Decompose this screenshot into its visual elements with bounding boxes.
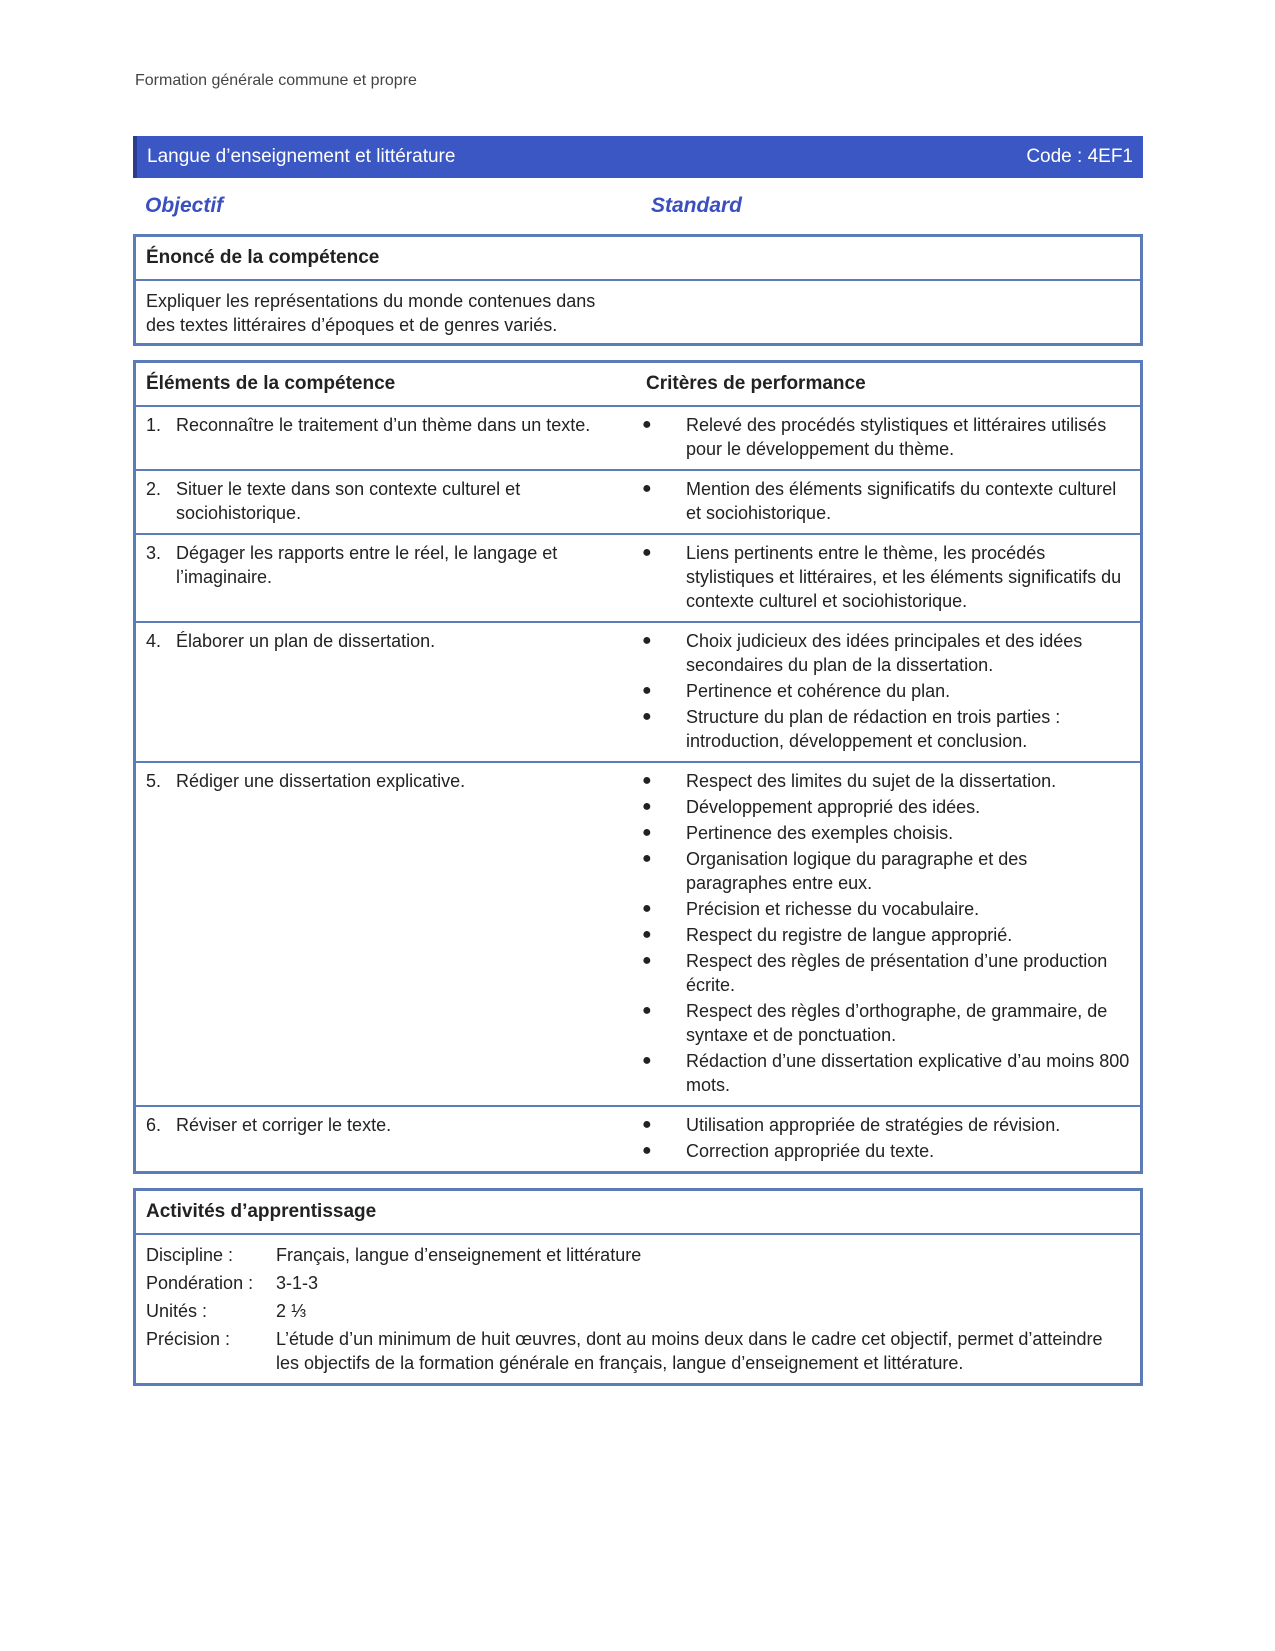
activities-box [133,1188,1143,1386]
element-cell [136,477,636,527]
element-row [136,623,1140,763]
activity-value: Français, langue d’enseignement et littérature [276,1245,642,1265]
criteria-cell [636,769,1140,1099]
criteria-text: Développement approprié des idées. [686,797,981,817]
elements-heading [136,363,1140,407]
element-row [136,1107,1140,1171]
criteria-item [636,679,1130,703]
activity-value: L’étude d’un minimum de huit œuvres, dont au moins deux dans le cadre cet objectif, permet d’atteindre les objectifs de la formation générale en français, langue d’enseignement et littérature. [276,1329,1103,1373]
bullet-icon: ● [642,1052,652,1069]
bullet-icon: ● [642,850,652,867]
bullet-icon: ● [642,798,652,815]
criteria-item [636,477,1130,525]
competence-heading [136,237,1140,281]
criteria-item [636,999,1130,1047]
activity-row [136,1325,1140,1377]
bullet-icon: ● [642,708,652,725]
activity-label: Pondération : [146,1273,254,1293]
criteria-item [636,413,1130,461]
criteria-text: Pertinence et cohérence du plan. [686,681,951,701]
element-row [136,535,1140,623]
element-number: 5. [146,771,162,791]
element-cell [136,541,636,615]
element-text: Situer le texte dans son contexte culturel et sociohistorique. [176,479,521,523]
elements-table [136,407,1140,1171]
criteria-text: Liens pertinents entre le thème, les procédés stylistiques et littéraires, et les éléments significatifs du contexte culturel et sociohistorique. [686,543,1122,611]
criteria-item [636,897,1130,921]
criteria-text: Mention des éléments significatifs du contexte culturel et sociohistorique. [686,479,1117,523]
element-cell [136,413,636,463]
criteria-cell [636,477,1140,527]
criteria-item [636,1113,1130,1137]
criteria-item [636,541,1130,613]
element-row [136,763,1140,1107]
elements-box [133,360,1143,1174]
criteria-text: Correction appropriée du texte. [686,1141,935,1161]
bullet-icon: ● [642,1116,652,1133]
course-title: Langue d’enseignement et littérature [147,146,456,167]
bullet-icon: ● [642,1142,652,1159]
objective-label: Objectif [145,194,224,217]
course-code: Code : 4EF1 [1026,146,1133,167]
criteria-text: Relevé des procédés stylistiques et littéraires utilisés pour le développement du thème. [686,415,1107,459]
criteria-item [636,705,1130,753]
activities-heading-text: Activités d’apprentissage [146,1201,377,1222]
criteria-cell [636,1113,1140,1165]
activity-value: 3-1-3 [276,1273,319,1293]
criteria-item [636,1139,1130,1163]
standard-label: Standard [651,194,743,217]
activity-row [136,1297,1140,1325]
competence-box [133,234,1143,346]
element-number: 6. [146,1115,162,1135]
bullet-icon: ● [642,682,652,699]
criteria-text: Rédaction d’une dissertation explicative d’au moins 800 mots. [686,1051,1130,1095]
criteria-cell [636,629,1140,755]
criteria-item [636,923,1130,947]
bullet-icon: ● [642,632,652,649]
criteria-text: Choix judicieux des idées principales et des idées secondaires du plan de la dissertation. [686,631,1083,675]
element-number: 3. [146,543,162,563]
bullet-icon: ● [642,772,652,789]
document-page [133,72,1143,1400]
bullet-icon: ● [642,824,652,841]
bullet-icon: ● [642,416,652,433]
criteria-text: Utilisation appropriée de stratégies de révision. [686,1115,1061,1135]
element-text: Réviser et corriger le texte. [176,1115,392,1135]
criteria-item [636,949,1130,997]
header-note: Formation générale commune et propre [135,72,417,89]
activities-table [136,1235,1140,1383]
activity-label: Discipline : [146,1245,234,1265]
activities-heading [136,1191,1140,1235]
activity-label: Précision : [146,1329,231,1349]
element-cell [136,629,636,755]
element-text: Élaborer un plan de dissertation. [176,631,436,651]
competence-heading-text: Énoncé de la compétence [146,247,380,268]
elements-heading-right: Critères de performance [646,373,866,394]
element-row [136,407,1140,471]
criteria-cell [636,413,1140,463]
bullet-icon: ● [642,900,652,917]
activity-label: Unités : [146,1301,208,1321]
activity-row [136,1241,1140,1269]
criteria-item [636,1049,1130,1097]
criteria-text: Précision et richesse du vocabulaire. [686,899,980,919]
bullet-icon: ● [642,952,652,969]
criteria-item [636,769,1130,793]
criteria-text: Respect des limites du sujet de la dissertation. [686,771,1057,791]
bullet-icon: ● [642,926,652,943]
criteria-item [636,629,1130,677]
criteria-text: Respect des règles de présentation d’une production écrite. [686,951,1108,995]
criteria-item [636,847,1130,895]
criteria-text: Pertinence des exemples choisis. [686,823,954,843]
course-title-bar [133,136,1143,178]
criteria-item [636,821,1130,845]
element-text: Dégager les rapports entre le réel, le langage et l’imaginaire. [176,543,558,587]
bullet-icon: ● [642,480,652,497]
criteria-text: Structure du plan de rédaction en trois parties : introduction, développement et conclusion. [686,707,1061,751]
criteria-text: Respect du registre de langue approprié. [686,925,1013,945]
element-text: Rédiger une dissertation explicative. [176,771,466,791]
bullet-icon: ● [642,544,652,561]
element-text: Reconnaître le traitement d’un thème dans un texte. [176,415,591,435]
objective-standard-row [145,194,1143,218]
activity-value: 2 ⅓ [276,1301,307,1321]
bullet-icon: ● [642,1002,652,1019]
code-value: 4EF1 [1087,146,1133,167]
competence-statement: Expliquer les représentations du monde contenues dans des textes littéraires d’époques et de genres variés. [146,291,596,335]
criteria-text: Respect des règles d’orthographe, de grammaire, de syntaxe et de ponctuation. [686,1001,1108,1045]
element-row [136,471,1140,535]
element-number: 1. [146,415,162,435]
code-label: Code [1026,146,1072,167]
criteria-cell [636,541,1140,615]
element-number: 2. [146,479,162,499]
criteria-text: Organisation logique du paragraphe et des paragraphes entre eux. [686,849,1028,893]
activity-row [136,1269,1140,1297]
element-cell [136,1113,636,1165]
element-number: 4. [146,631,162,651]
element-cell [136,769,636,1099]
criteria-item [636,795,1130,819]
elements-heading-left: Éléments de la compétence [146,373,396,394]
